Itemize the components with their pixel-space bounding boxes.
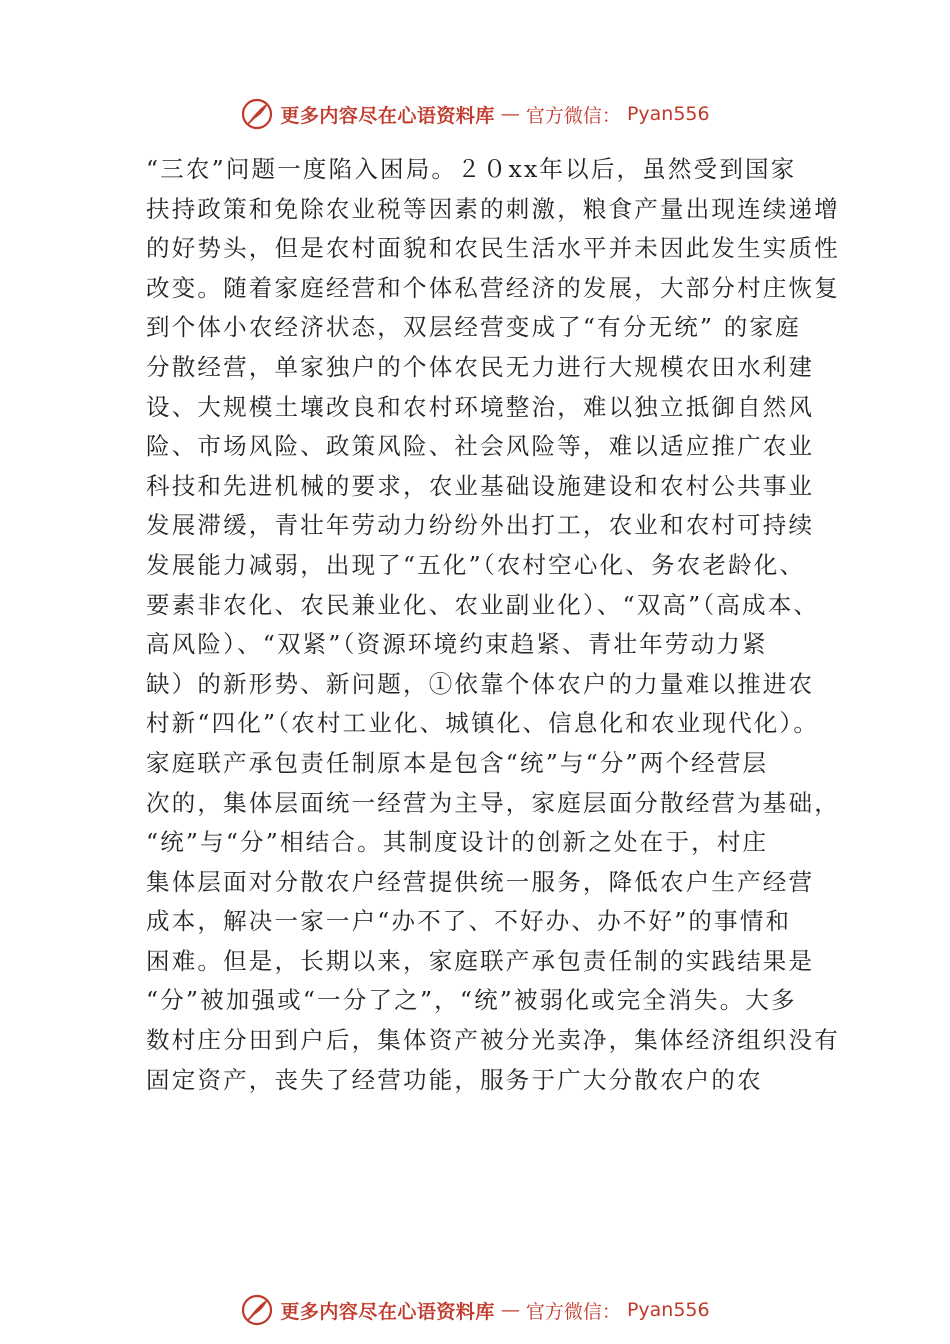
text-line: 发展滞缓，青壮年劳动力纷纷外出打工，农业和农村可持续 xyxy=(146,511,815,540)
watermark-separator: — xyxy=(500,103,520,125)
watermark-official-label: 官方微信： xyxy=(525,1300,621,1323)
text-line: 发展能力减弱，出现了“五化”（农村空心化、务农老龄化、 xyxy=(146,550,806,579)
text-line: “分”被加强或“一分了之”，“统”被弱化或完全消失。大多 xyxy=(146,986,797,1015)
text-line: 缺）的新形势、新问题，①依靠个体农户的力量难以推进农 xyxy=(146,669,815,698)
text-line: 固定资产，丧失了经营功能，服务于广大分散农户的农 xyxy=(146,1065,763,1094)
text-line: 到个体小农经济状态，双层经营变成了“有分无统” 的家庭 xyxy=(146,313,801,342)
text-line: 村新“四化”（农村工业化、城镇化、信息化和农业现代化）。 xyxy=(146,709,820,738)
text-line: “统”与“分”相结合。其制度设计的创新之处在于，村庄 xyxy=(146,828,769,857)
text-line: 设、大规模土壤改良和农村环境整治，难以独立抵御自然风 xyxy=(146,392,815,421)
feather-quill-icon xyxy=(240,1293,274,1327)
text-line: 高风险）、“双紧”（资源环境约束趋紧、青壮年劳动力紧 xyxy=(146,630,768,659)
footer-watermark xyxy=(0,1290,950,1330)
text-line: 家庭联产承包责任制原本是包含“统”与“分”两个经营层 xyxy=(146,748,769,777)
text-line: 困难。但是，长期以来，家庭联产承包责任制的实践结果是 xyxy=(146,946,815,975)
header-watermark xyxy=(0,94,950,134)
watermark-separator: — xyxy=(500,1299,520,1321)
text-line: 科技和先进机械的要求，农业基础设施建设和农村公共事业 xyxy=(146,471,815,500)
text-line: 数村庄分田到户后，集体资产被分光卖净，集体经济组织没有 xyxy=(146,1026,840,1055)
watermark-account-id: Pyan556 xyxy=(626,103,710,125)
text-line: 次的，集体层面统一经营为主导，家庭层面分散经营为基础， xyxy=(146,788,840,817)
watermark-brand-text: 更多内容尽在心语资料库 xyxy=(280,1300,495,1323)
text-line: 分散经营，单家独户的个体农民无力进行大规模农田水利建 xyxy=(146,352,815,381)
feather-quill-icon xyxy=(240,97,274,131)
text-line: 险、市场风险、政策风险、社会风险等，难以适应推广农业 xyxy=(146,432,815,461)
text-line: 改变。随着家庭经营和个体私营经济的发展，大部分村庄恢复 xyxy=(146,273,840,302)
watermark-official-label: 官方微信： xyxy=(525,104,621,127)
text-line: 要素非农化、农民兼业化、农业副业化）、“双高”（高成本、 xyxy=(146,590,820,619)
text-line: 扶持政策和免除农业税等因素的刺激，粮食产量出现连续递增 xyxy=(146,194,840,223)
watermark-account-id: Pyan556 xyxy=(626,1299,710,1321)
text-line: 集体层面对分散农户经营提供统一服务，降低农户生产经营 xyxy=(146,867,815,896)
text-line: 成本，解决一家一户“办不了、不好办、办不好”的事情和 xyxy=(146,907,792,936)
text-line: “三农”问题一度陷入困局。２０xx年以后，虽然受到国家 xyxy=(146,155,797,183)
text-line: 的好势头，但是农村面貌和农民生活水平并未因此发生实质性 xyxy=(146,234,840,263)
watermark-brand-text: 更多内容尽在心语资料库 xyxy=(280,104,495,127)
document-body xyxy=(146,150,840,1100)
